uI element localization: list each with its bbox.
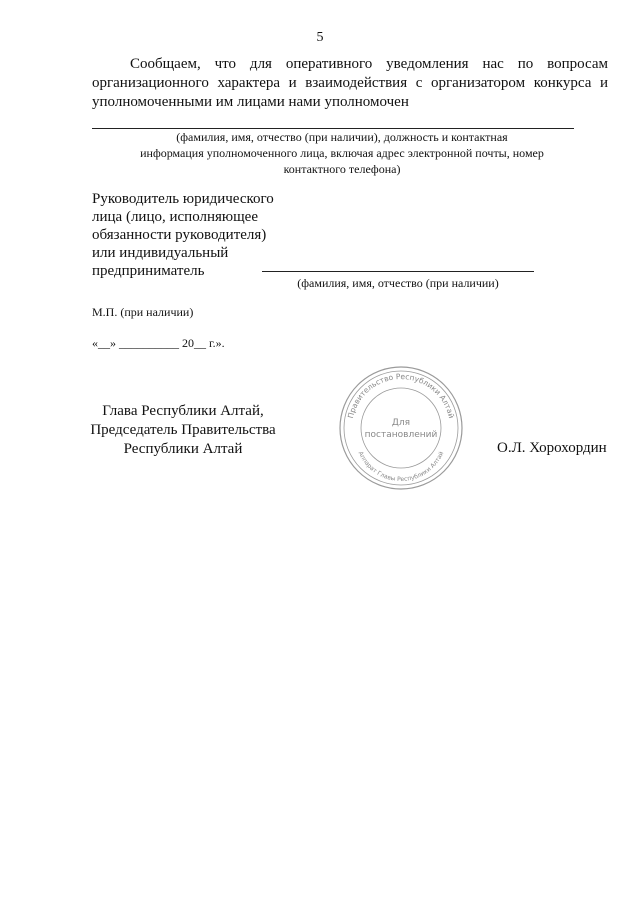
notification-paragraph <box>92 55 608 112</box>
head-name-caption: (фамилия, имя, отчество (при наличии) <box>297 276 499 290</box>
seal-ring-text-bottom: Аппарат Главы Республики Алтай <box>356 450 446 484</box>
head-label-line-3: обязанности руководителя) <box>92 227 267 243</box>
paragraph-line-3: уполномоченными им лицами нами уполномочен <box>92 94 409 110</box>
contact-info-caption <box>92 129 592 177</box>
head-label-line-4: или индивидуальный <box>92 245 229 261</box>
signatory-line-2: Председатель Правительства <box>90 422 276 438</box>
date-line: «__» __________ 20__ г.». <box>92 336 225 350</box>
signatory-title <box>88 402 278 459</box>
head-name-rule <box>262 271 534 272</box>
page-number: 5 <box>316 30 324 45</box>
svg-text:Аппарат Главы Республики Алтай <box>357 450 446 483</box>
caption-line-3: контактного телефона) <box>283 162 401 176</box>
seal-ring-text: Правительство Республики Алтай <box>346 371 456 420</box>
head-label-line-2: лица (лицо, исполняющее <box>92 209 258 225</box>
official-seal <box>338 365 464 491</box>
signatory-line-3: Республики Алтай <box>123 441 243 457</box>
paragraph-line-1: Сообщаем, что для оперативного уведомления нас по вопросам <box>130 56 608 72</box>
caption-line-2: информация уполномоченного лица, включая адрес электронной почты, номер <box>140 146 544 160</box>
seal-note: М.П. (при наличии) <box>92 305 194 319</box>
caption-line-1: (фамилия, имя, отчество (при наличии), должность и контактная <box>176 130 508 144</box>
svg-text:Правительство Республики Алтай <box>346 372 456 419</box>
seal-center-line-2: постановлений <box>364 430 438 440</box>
signer-name: О.Л. Хорохордин <box>497 440 607 456</box>
signatory-line-1: Глава Республики Алтай, <box>102 403 264 419</box>
paragraph-line-2: организационного характера и взаимодействия с организатором конкурса и <box>92 75 608 91</box>
seal-center-line-1: Для <box>391 418 411 428</box>
head-label-line-1: Руководитель юридического <box>92 191 274 207</box>
head-label <box>92 190 274 280</box>
head-label-line-5: предприниматель <box>92 263 205 279</box>
